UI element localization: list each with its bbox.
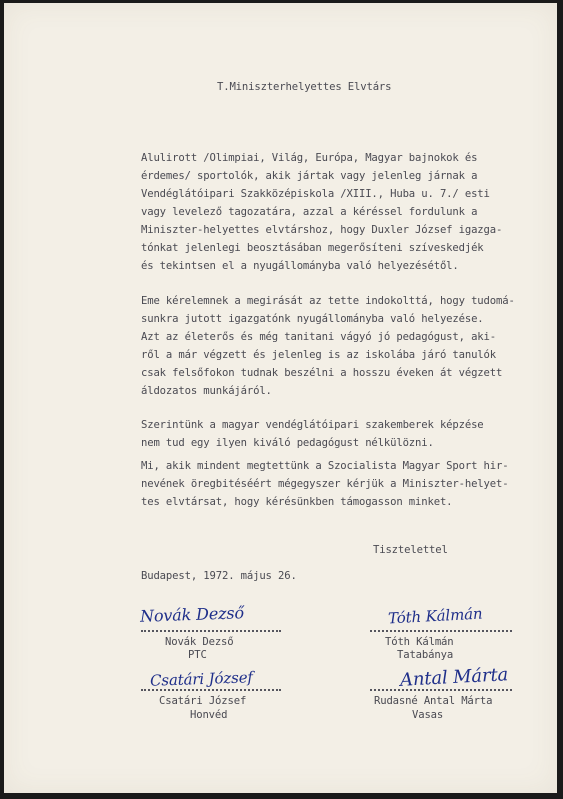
- signature-club-3: Honvéd: [190, 709, 228, 721]
- paragraph-4-line-1: Mi, akik mindent megtettünk a Szocialista Magyar Sport hir-: [141, 460, 509, 472]
- paragraph-4-line-3: tes elvtársat, hogy kérésünkben támogasson minket.: [141, 496, 453, 508]
- signature-line-2: [370, 630, 512, 632]
- paragraph-1-line-3: Vendéglátóipari Szakközépiskola /XIII., Huba u. 7./ esti: [141, 188, 490, 200]
- closing: Tisztelettel: [373, 544, 448, 556]
- paragraph-2-line-2: sunkra jutott igazgatónk nyugállományba való helyezése.: [141, 313, 484, 325]
- paragraph-1-line-6: tónkat jelenlegi beosztásában megerősíteni szíveskedjék: [141, 242, 484, 254]
- paragraph-1-line-2: érdemes/ sportolók, akik jártak vagy jelenleg járnak a: [141, 170, 478, 182]
- signature-club-4: Vasas: [412, 709, 444, 721]
- signature-line-4: [370, 689, 512, 691]
- paragraph-1-line-7: és tekintsen el a nyugállományba való helyezésétől.: [141, 260, 459, 272]
- signature-novak-handwriting: Novák Dezső: [139, 603, 245, 626]
- paragraph-1-line-5: Miniszter-helyettes elvtárshoz, hogy Duxler József igazga-: [141, 224, 503, 236]
- signature-csatari-handwriting: Csatári József: [149, 668, 254, 690]
- signature-line-1: [141, 630, 281, 632]
- paragraph-2-line-5: csak felsőfokon tudnak beszélni a hosszu éveken át végzett: [141, 367, 503, 379]
- paragraph-1-line-1: Alulirott /Olimpiai, Világ, Európa, Magyar bajnokok és: [141, 152, 478, 164]
- paragraph-2-line-4: ről a már végzett és jelenleg is az iskolába járó tanulók: [141, 349, 496, 361]
- signature-line-3: [141, 689, 281, 691]
- signature-name-2: Tóth Kálmán: [385, 636, 454, 648]
- paragraph-1-line-4: vagy levelező tagozatára, azzal a kéréssel fordulunk a: [141, 206, 478, 218]
- paragraph-3-line-2: nem tud egy ilyen kiváló pedagógust nélkülözni.: [141, 437, 434, 449]
- signature-club-2: Tatabánya: [397, 649, 454, 661]
- signature-name-3: Csatári József: [159, 695, 247, 707]
- paragraph-2-line-1: Eme kérelemnek a megirását az tette indokolttá, hogy tudomá-: [141, 295, 515, 307]
- letter-page: [4, 3, 557, 793]
- paragraph-2-line-3: Azt az életerős és még tanitani vágyó jó pedagógust, aki-: [141, 331, 496, 343]
- signature-toth-handwriting: Tóth Kálmán: [387, 604, 483, 628]
- paragraph-4-line-2: nevének öregbitéséért mégegyszer kérjük a Miniszter-helyet-: [141, 478, 509, 490]
- signature-name-4: Rudasné Antal Márta: [374, 695, 493, 707]
- signature-club-1: PTC: [188, 649, 207, 661]
- signature-name-1: Novák Dezső: [165, 636, 234, 648]
- salutation: T.Miniszterhelyettes Elvtárs: [217, 81, 392, 93]
- paragraph-2-line-6: áldozatos munkájáról.: [141, 385, 272, 397]
- place-and-date: Budapest, 1972. május 26.: [141, 570, 297, 582]
- signature-antal-handwriting: Antal Márta: [399, 664, 509, 691]
- paragraph-3-line-1: Szerintünk a magyar vendéglátóipari szakemberek képzése: [141, 419, 484, 431]
